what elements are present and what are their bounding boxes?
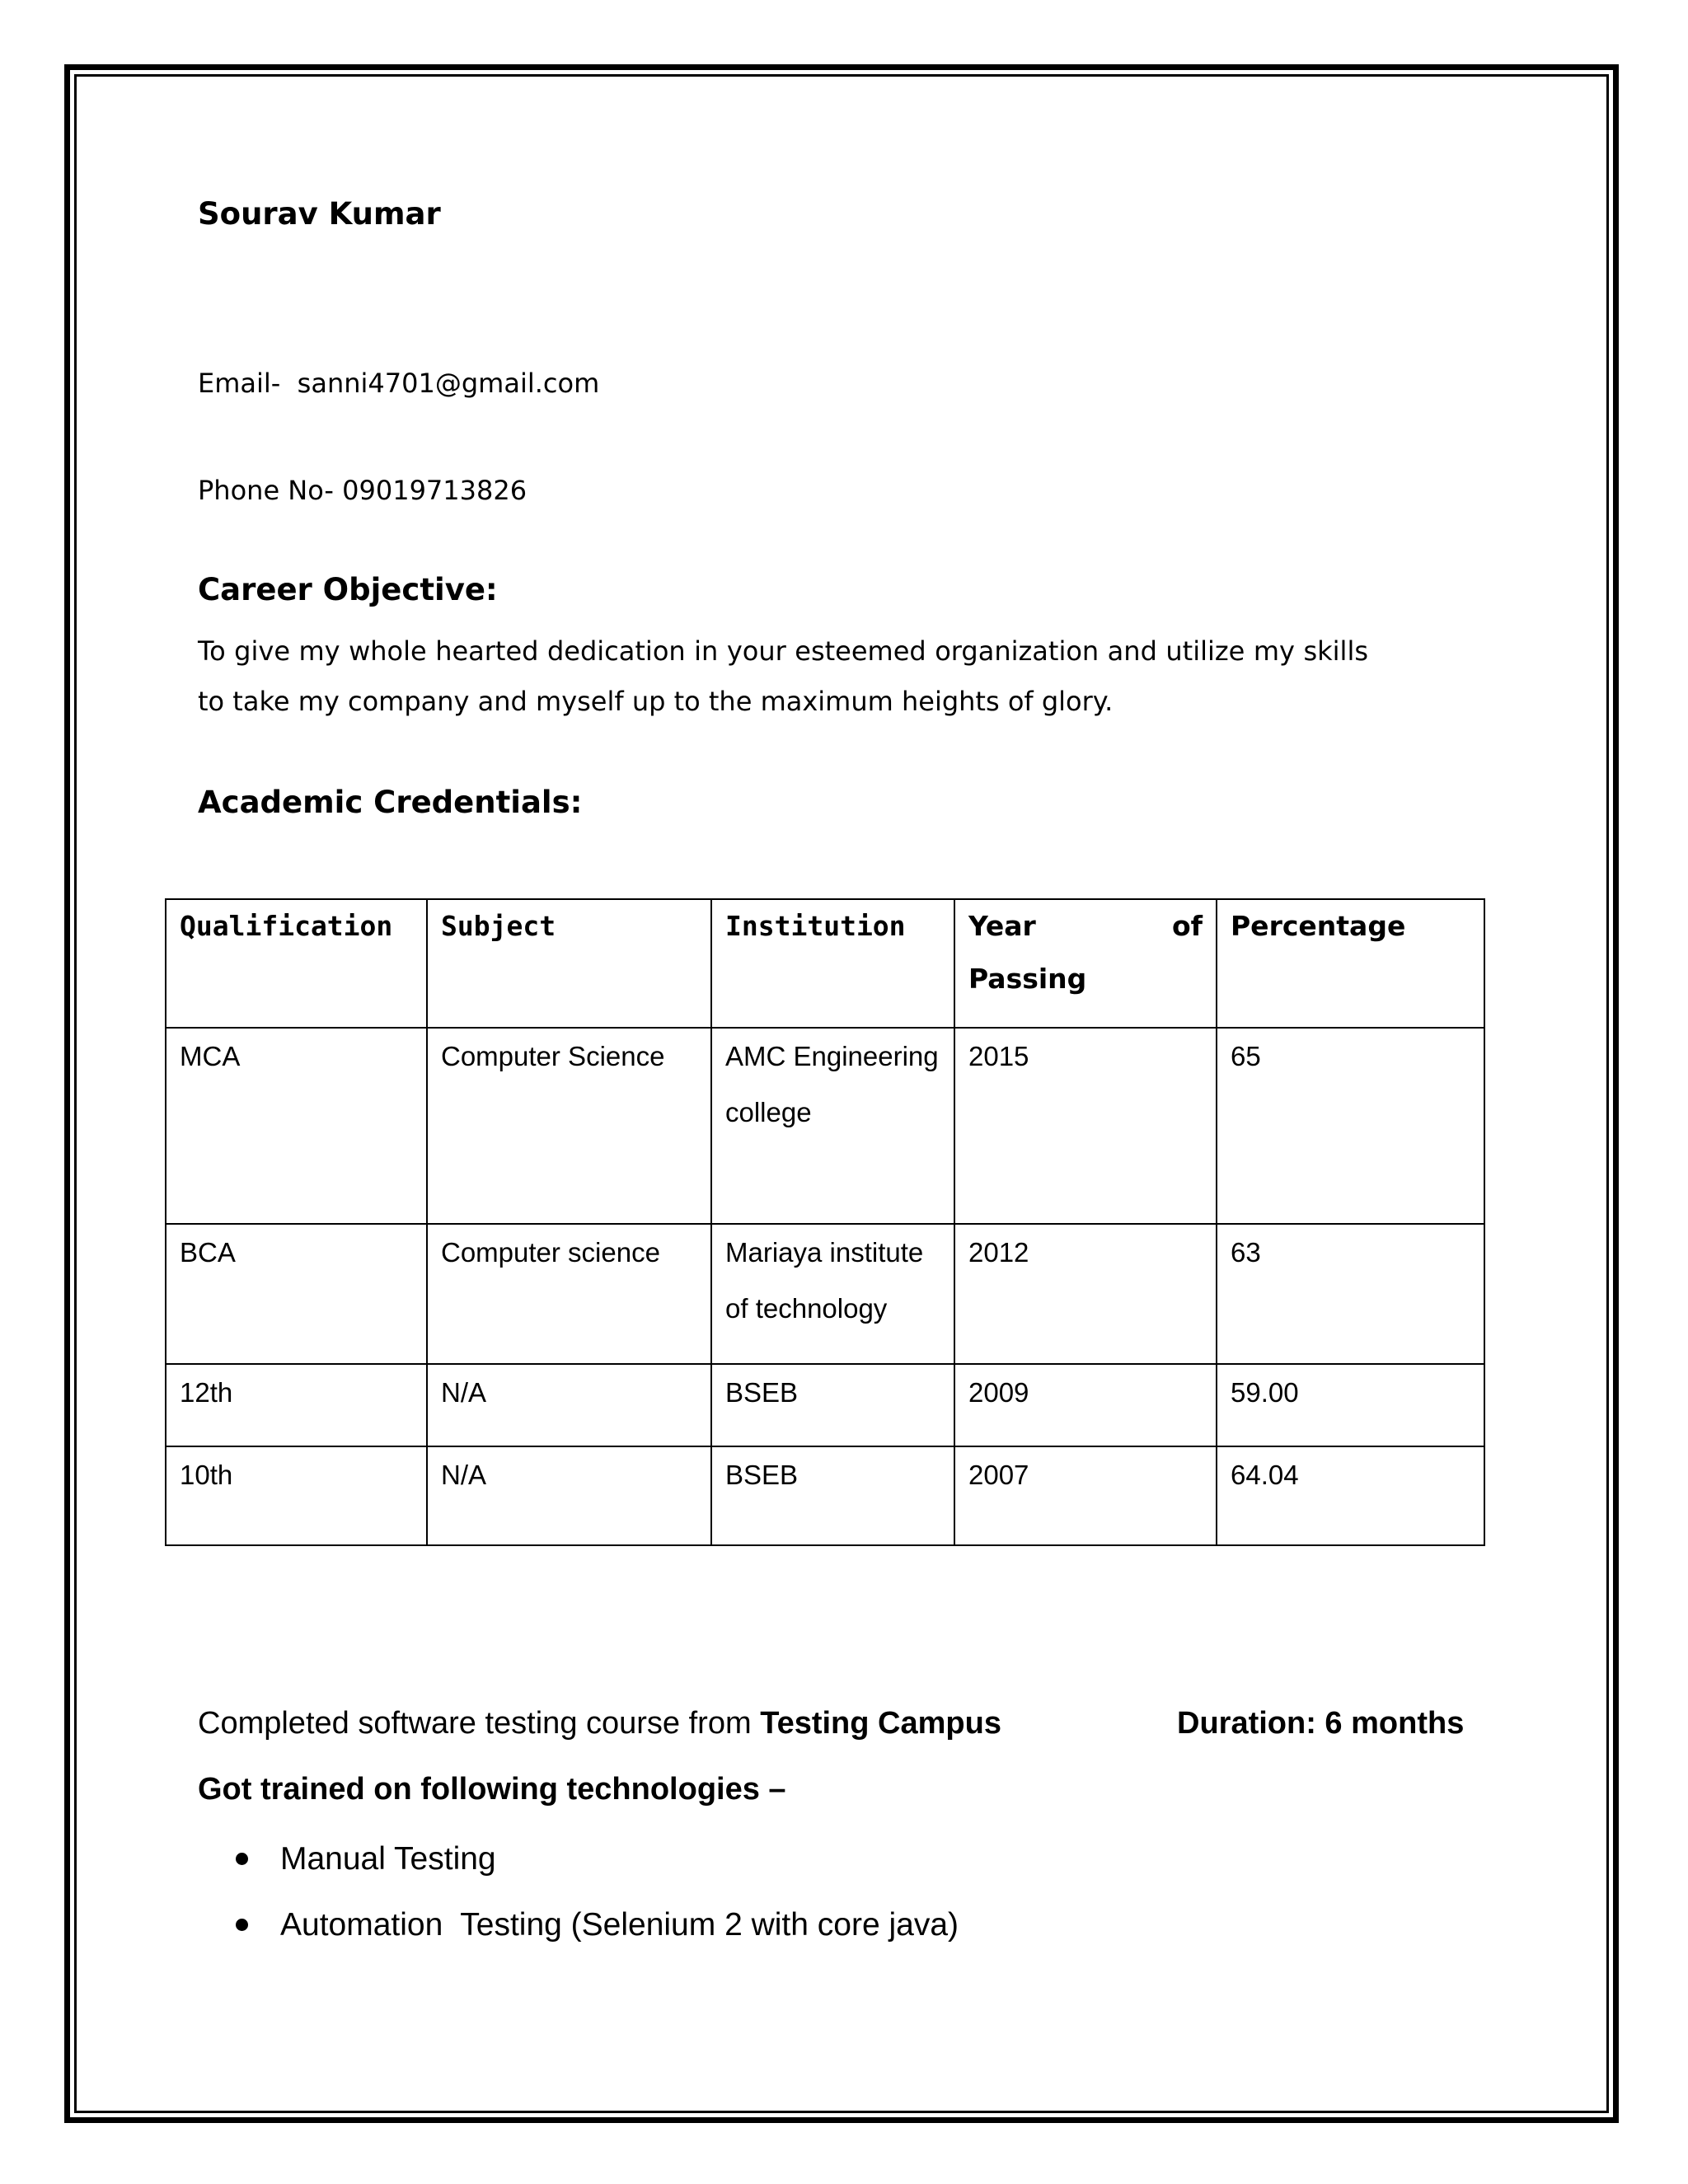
cell-institution: AMC Engineering college — [711, 1028, 954, 1224]
career-objective-heading: Career Objective: — [198, 572, 498, 607]
email-label: Email- — [198, 368, 281, 399]
bullet-icon — [236, 1853, 248, 1865]
table-header-row — [166, 899, 1484, 1028]
cell-qualification: BCA — [166, 1224, 427, 1364]
course-institute: Testing Campus — [760, 1706, 1001, 1741]
phone-line — [198, 475, 527, 506]
cell-year: 2012 — [954, 1224, 1217, 1364]
cell-percentage: 63 — [1217, 1224, 1484, 1364]
list-item — [231, 1833, 959, 1899]
list-item — [231, 1899, 959, 1965]
cell-percentage: 59.00 — [1217, 1364, 1484, 1446]
cell-subject: Computer Science — [427, 1028, 711, 1224]
cell-institution: BSEB — [711, 1446, 954, 1545]
cell-qualification: MCA — [166, 1028, 427, 1224]
col-header-qualification: Qualification — [166, 899, 427, 1028]
email-value: sanni4701@gmail.com — [297, 368, 600, 399]
cell-subject: Computer science — [427, 1224, 711, 1364]
year-header-word-3: Passing — [968, 963, 1087, 995]
cell-institution: Mariaya institute of technology — [711, 1224, 954, 1364]
col-header-percentage: Percentage — [1217, 899, 1484, 1028]
table-row — [166, 1028, 1484, 1224]
table-row — [166, 1446, 1484, 1545]
cell-qualification: 10th — [166, 1446, 427, 1545]
cell-institution: BSEB — [711, 1364, 954, 1446]
course-duration: Duration: 6 months — [1177, 1706, 1465, 1741]
academic-credentials-heading: Academic Credentials: — [198, 785, 583, 820]
cell-year: 2009 — [954, 1364, 1217, 1446]
cell-qualification: 12th — [166, 1364, 427, 1446]
cell-percentage: 64.04 — [1217, 1446, 1484, 1545]
course-completion-line — [198, 1706, 1001, 1741]
table-row — [166, 1364, 1484, 1446]
cell-percentage: 65 — [1217, 1028, 1484, 1224]
year-header-word-1: Year — [968, 910, 1036, 942]
col-header-subject: Subject — [427, 899, 711, 1028]
academic-credentials-table — [165, 898, 1485, 1546]
trained-technologies-heading: Got trained on following technologies – — [198, 1772, 786, 1807]
col-header-year — [954, 899, 1217, 1028]
cell-subject: N/A — [427, 1446, 711, 1545]
cell-year: 2007 — [954, 1446, 1217, 1545]
career-objective-text: To give my whole hearted dedication in your esteemed organization and utilize my skills to take my company and myself up to the maximum heights of glory. — [198, 635, 1368, 717]
phone-label: Phone No- — [198, 475, 334, 506]
cell-year: 2015 — [954, 1028, 1217, 1224]
course-prefix: Completed software testing course from — [198, 1706, 752, 1741]
col-header-institution: Institution — [711, 899, 954, 1028]
technologies-list — [231, 1833, 959, 1965]
table-row — [166, 1224, 1484, 1364]
cell-subject: N/A — [427, 1364, 711, 1446]
candidate-name: Sourav Kumar — [198, 196, 441, 232]
bullet-icon — [236, 1919, 248, 1931]
year-header-word-2: of — [1171, 910, 1203, 942]
technology-label: Automation Testing (Selenium 2 with core java) — [280, 1907, 959, 1943]
technology-label: Manual Testing — [280, 1841, 496, 1877]
email-line — [198, 368, 599, 399]
phone-value: 09019713826 — [342, 475, 528, 506]
